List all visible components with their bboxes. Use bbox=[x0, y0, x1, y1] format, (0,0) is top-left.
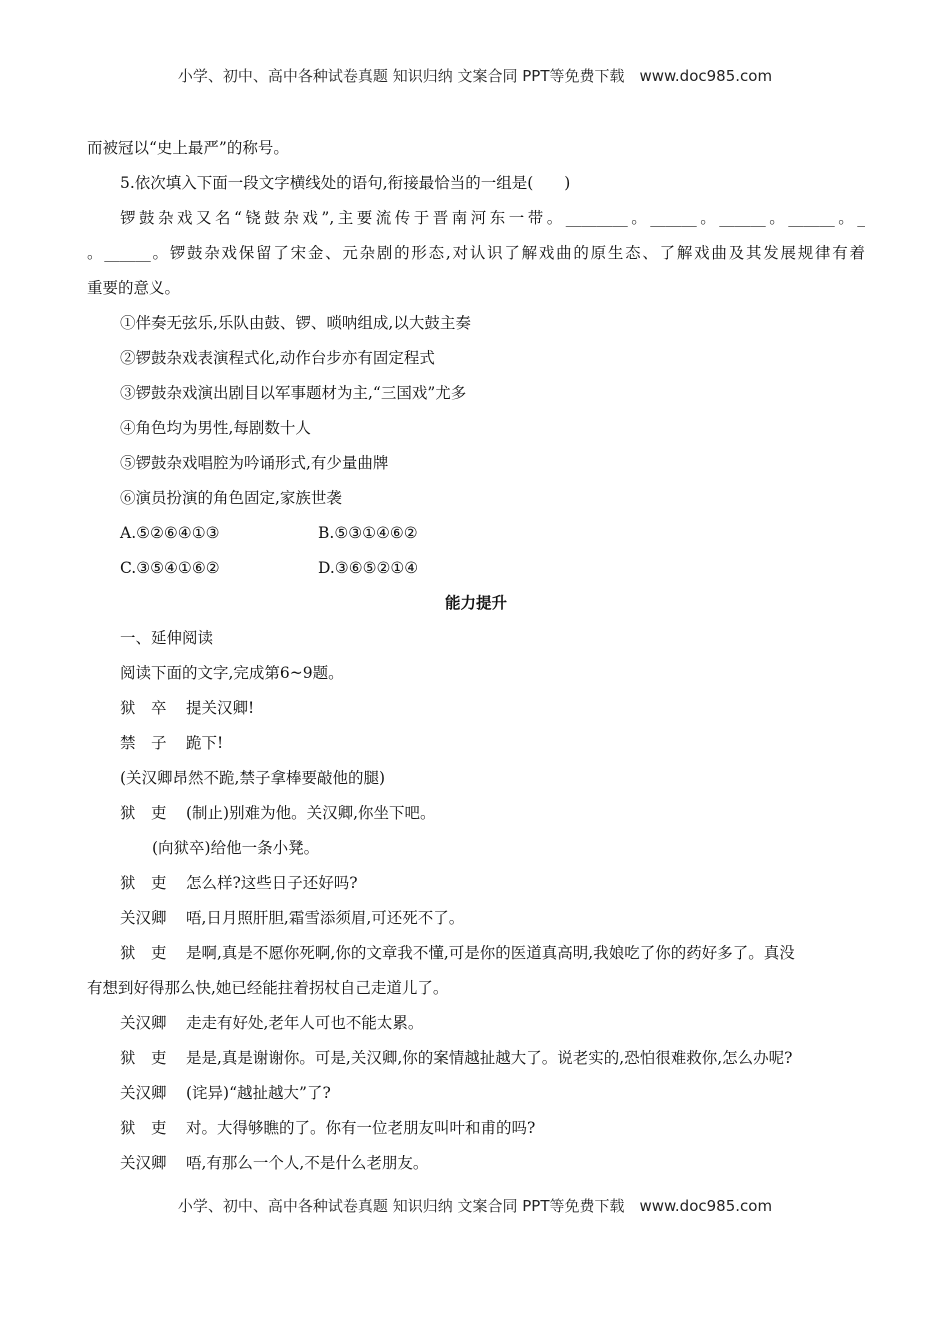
line-text: (诧异)“越扯越大”了? bbox=[186, 1084, 331, 1102]
line-text: 怎么样?这些日子还好吗? bbox=[186, 874, 358, 892]
speaker: 关汉卿 bbox=[120, 1014, 167, 1032]
statement-1: ①伴奏无弦乐,乐队由鼓、锣、唢呐组成,以大鼓主奏 bbox=[120, 314, 471, 332]
speaker: 狱 吏 bbox=[120, 874, 167, 892]
line-text: 走走有好处,老年人可也不能太累。 bbox=[186, 1014, 424, 1032]
line-text: 是是,真是谢谢你。可是,关汉卿,你的案情越扯越大了。说老实的,恐怕很难救你,怎么办呢? bbox=[186, 1049, 793, 1067]
line-text: (制止)别难为他。关汉卿,你坐下吧。 bbox=[186, 804, 436, 822]
line-continuation: (向狱卒)给他一条小凳。 bbox=[152, 839, 320, 857]
passage-line: 锣鼓杂戏又名“铙鼓杂戏”,主要流传于晋南河东一带。________。______。______。______。_ bbox=[120, 209, 865, 227]
option-d: D.③⑥⑤②①④ bbox=[318, 559, 419, 577]
line-wrap: 有想到好得那么快,她已经能拄着拐杖自己走道儿了。 bbox=[87, 979, 449, 997]
speaker: 狱 吏 bbox=[120, 1119, 167, 1137]
speaker: 狱 吏 bbox=[120, 804, 167, 822]
passage-line: 。______。锣鼓杂戏保留了宋金、元杂剧的形态,对认识了解戏曲的原生态、了解戏曲及其发展规律有着 bbox=[87, 244, 865, 262]
speaker: 狱 吏 bbox=[120, 1049, 167, 1067]
passage-line: 重要的意义。 bbox=[87, 279, 181, 297]
option-b: B.⑤③①④⑥② bbox=[318, 524, 418, 542]
statement-6: ⑥演员扮演的角色固定,家族世袭 bbox=[120, 489, 342, 507]
line-text: 对。大得够瞧的了。你有一位老朋友叫叶和甫的吗? bbox=[186, 1119, 536, 1137]
subsection-title: 一、延伸阅读 bbox=[120, 629, 214, 647]
speaker: 关汉卿 bbox=[120, 1154, 167, 1172]
line-text: 提关汉卿! bbox=[186, 699, 255, 717]
speaker: 狱 卒 bbox=[120, 699, 167, 717]
statement-4: ④角色均为男性,每剧数十人 bbox=[120, 419, 311, 437]
speaker: 关汉卿 bbox=[120, 1084, 167, 1102]
statement-5: ⑤锣鼓杂戏唱腔为吟诵形式,有少量曲牌 bbox=[120, 454, 389, 472]
statement-3: ③锣鼓杂戏演出剧目以军事题材为主,“三国戏”尤多 bbox=[120, 384, 467, 402]
section-title: 能力提升 bbox=[444, 594, 507, 612]
statement-2: ②锣鼓杂戏表演程式化,动作台步亦有固定程式 bbox=[120, 349, 435, 367]
line-text: 跪下! bbox=[186, 734, 224, 752]
option-c: C.③⑤④①⑥② bbox=[120, 559, 220, 577]
page-header: 小学、初中、高中各种试卷真题 知识归纳 文案合同 PPT等免费下载 www.doc985.com bbox=[177, 67, 773, 85]
text-line: 而被冠以“史上最严”的称号。 bbox=[87, 139, 289, 157]
line-text: 是啊,真是不愿你死啊,你的文章我不懂,可是你的医道真高明,我娘吃了你的药好多了。真没 bbox=[186, 944, 795, 962]
page-footer: 小学、初中、高中各种试卷真题 知识归纳 文案合同 PPT等免费下载 www.doc985.com bbox=[177, 1197, 773, 1215]
speaker: 狱 吏 bbox=[120, 944, 167, 962]
stage-direction: (关汉卿昂然不跪,禁子拿棒要敲他的腿) bbox=[120, 769, 386, 787]
speaker: 关汉卿 bbox=[120, 909, 167, 927]
instruction: 阅读下面的文字,完成第6~9题。 bbox=[120, 664, 344, 682]
speaker: 禁 子 bbox=[120, 734, 167, 752]
option-a: A.⑤②⑥④①③ bbox=[120, 524, 220, 542]
line-text: 唔,有那么一个人,不是什么老朋友。 bbox=[186, 1154, 429, 1172]
question-5: 5.依次填入下面一段文字横线处的语句,衔接最恰当的一组是( ) bbox=[120, 174, 571, 192]
line-text: 唔,日月照肝胆,霜雪添须眉,可还死不了。 bbox=[186, 909, 465, 927]
document-body bbox=[87, 131, 865, 1181]
